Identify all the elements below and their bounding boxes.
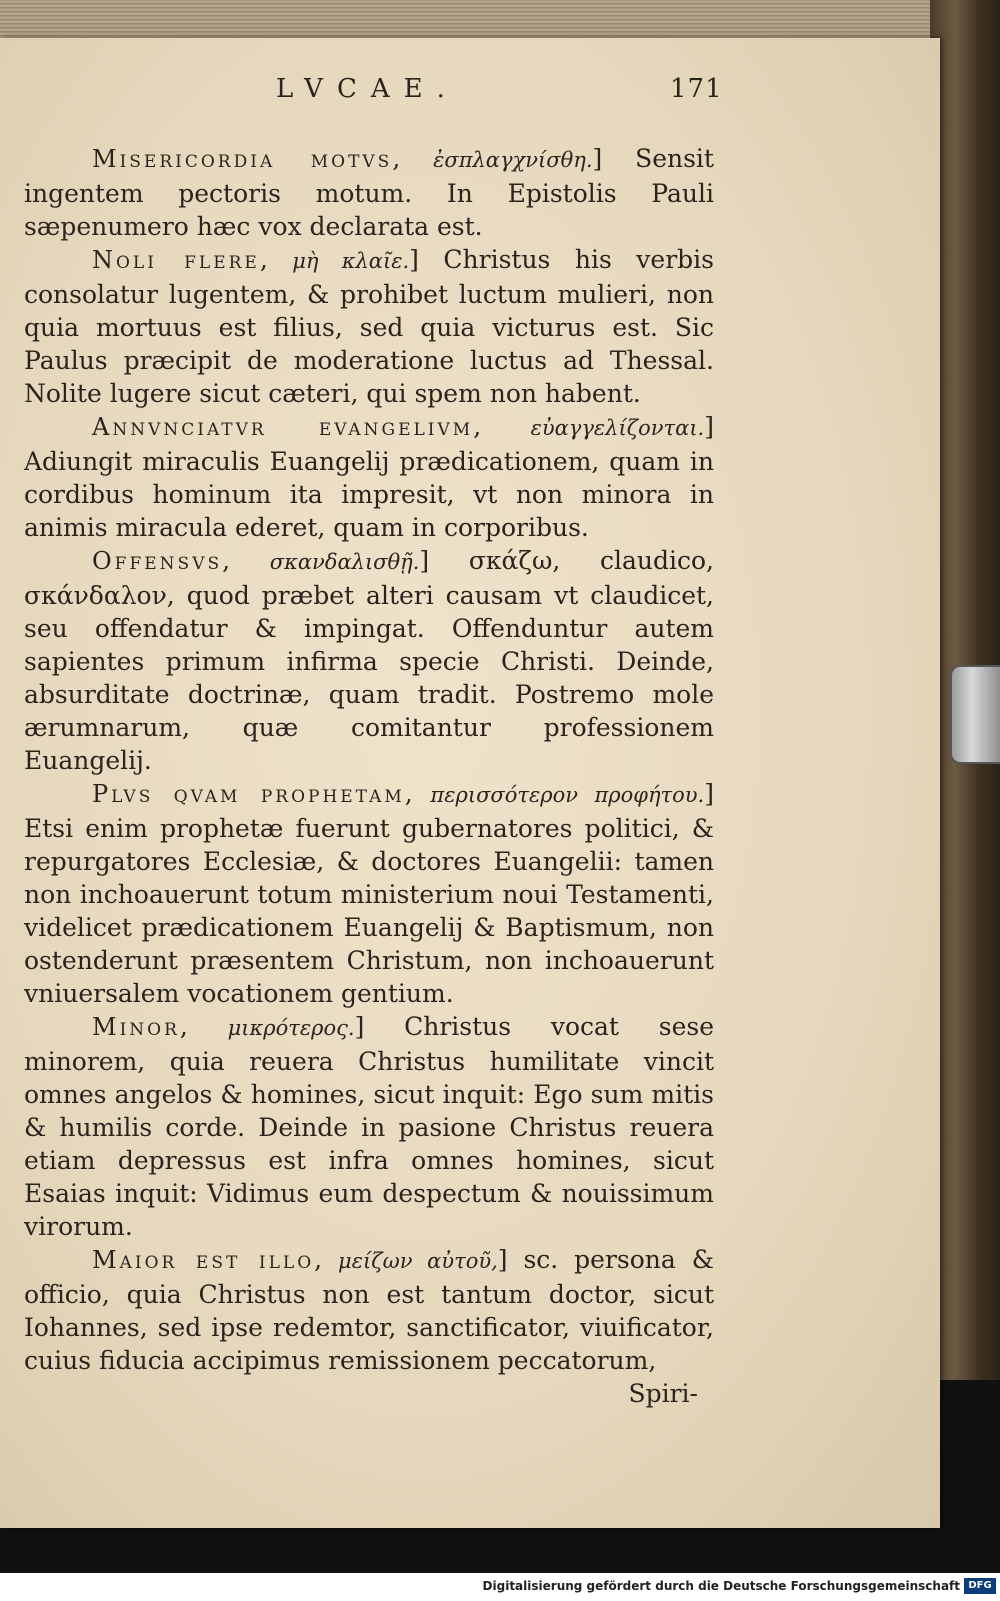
page-clip [950,665,1000,764]
lemma: Misericordia motvs [92,145,393,173]
paragraph: Maior est illo, μείζων αὐτοῦ,] sc. persona & officio, quia Christus non est tantum doctor, sicut Iohannes, sed ipse redemtor, sanctificator, viuificator, cuius fiducia accipimus remissionem peccatorum, [24,1245,714,1375]
commentary: ] σκάζω, claudico, σκάνδαλον, quod præbet alteri causam vt claudicet, seu offendatur & impingat. Offenduntur autem sapientes primum infirma specie Christi. Deinde, absurditate doctrinæ, quam tradit. Postremo mole ærumnarum, quæ comitantur professionem Euangelij. [24,546,714,775]
greek-term: μείζων αὐτοῦ, [338,1249,498,1273]
paragraph: Annvnciatvr evangelivm, εὐαγγελίζονται.] Adiungit miraculis Euangelij prædicationem, quam in cordibus hominum ita impresit, vt non minora in animis miracula ederet, quam in corporibus. [24,412,714,542]
lemma: Noli flere [92,246,260,274]
page-number: 171 [670,74,723,104]
page-text [24,142,714,1410]
greek-term: περισσότερον προφήτου. [430,783,705,807]
paragraph: Misericordia motvs, ἐσπλαγχνίσθη.] Sensit ingentem pectoris motum. In Epistolis Pauli sæpenumero hæc vox declarata est. [24,144,714,241]
lemma: Offensvs [92,547,223,575]
commentary: ] Adiungit miraculis Euangelij prædicationem, quam in cordibus hominum ita impresit, vt non minora in animis miracula ederet, quam in corporibus. [24,412,714,542]
digitization-footer [0,1573,1000,1601]
paragraph: Offensvs, σκανδαλισθῇ.] σκάζω, claudico, σκάνδαλον, quod præbet alteri causam vt claudicet, seu offendatur & impingat. Offenduntur autem sapientes primum infirma specie Christi. Deinde, absurditate doctrinæ, quam tradit. Postremo mole ærumnarum, quæ comitantur professionem Euangelij. [24,546,714,775]
greek-term: ἐσπλαγχνίσθη. [433,148,593,172]
greek-term: μικρότερος. [227,1016,355,1040]
lemma: Plvs qvam prophetam [92,780,405,808]
paragraph: Minor, μικρότερος.] Christus vocat sese minorem, quia reuera Christus humilitate vincit omnes angelos & homines, sicut inquit: Ego sum mitis & humilis corde. Deinde in pasione Christus reuera etiam depressus est infra omnes homines, sicut Esaias inquit: Vidimus eum despectum & nouissimum virorum. [24,1012,714,1241]
page-header [0,74,723,114]
commentary: ] Sensit ingentem pectoris motum. In Epistolis Pauli sæpenumero hæc vox declarata est. [24,144,714,241]
running-title: LVCAE. [276,74,459,104]
greek-term: σκανδαλισθῇ. [269,550,420,574]
lemma: Minor [92,1013,180,1041]
funding-credit: Digitalisierung gefördert durch die Deutsche Forschungsgemeinschaft [482,1579,960,1593]
dfg-logo: DFG [964,1578,996,1594]
commentary: ] Etsi enim prophetæ fuerunt gubernatores politici, & repurgatores Ecclesiæ, & doctores Euangelii: tamen non inchoauerunt totum ministerium noui Testamenti, videlicet prædicationem Euangelij & Baptismum, non ostenderunt præsentem Christum, non inchoauerunt vniuersalem vocationem gentium. [24,779,714,1008]
paragraph: Noli flere, μὴ κλαῖε.] Christus his verbis consolatur lugentem, & prohibet luctum mulieri, non quia mortuus est filius, sed quia victurus est. Sic Paulus præcipit de moderatione luctus ad Thessal. Nolite lugere sicut cæteri, qui spem non habent. [24,245,714,408]
commentary: ] sc. persona & officio, quia Christus non est tantum doctor, sicut Iohannes, sed ipse redemtor, sanctificator, viuificator, cuius fiducia accipimus remissionem peccatorum, [24,1245,714,1375]
lemma: Maior est illo [92,1246,315,1274]
paragraph: Plvs qvam prophetam, περισσότερον προφήτου.] Etsi enim prophetæ fuerunt gubernatores politici, & repurgatores Ecclesiæ, & doctores Euangelii: tamen non inchoauerunt totum ministerium noui Testamenti, videlicet prædicationem Euangelij & Baptismum, non ostenderunt præsentem Christum, non inchoauerunt vniuersalem vocationem gentium. [24,779,714,1008]
greek-term: μὴ κλαῖε. [292,249,410,273]
lemma: Annvnciatvr evangelivm [92,413,474,441]
commentary: ] Christus his verbis consolatur lugentem, & prohibet luctum mulieri, non quia mortuus est filius, sed quia victurus est. Sic Paulus præcipit de moderatione luctus ad Thessal. Nolite lugere sicut cæteri, qui spem non habent. [24,245,714,408]
catchword: Spiri- [628,1379,698,1408]
greek-term: εὐαγγελίζονται. [530,416,705,440]
commentary: ] Christus vocat sese minorem, quia reuera Christus humilitate vincit omnes angelos & homines, sicut inquit: Ego sum mitis & humilis corde. Deinde in pasione Christus reuera etiam depressus est infra omnes homines, sicut Esaias inquit: Vidimus eum despectum & nouissimum virorum. [24,1012,714,1241]
